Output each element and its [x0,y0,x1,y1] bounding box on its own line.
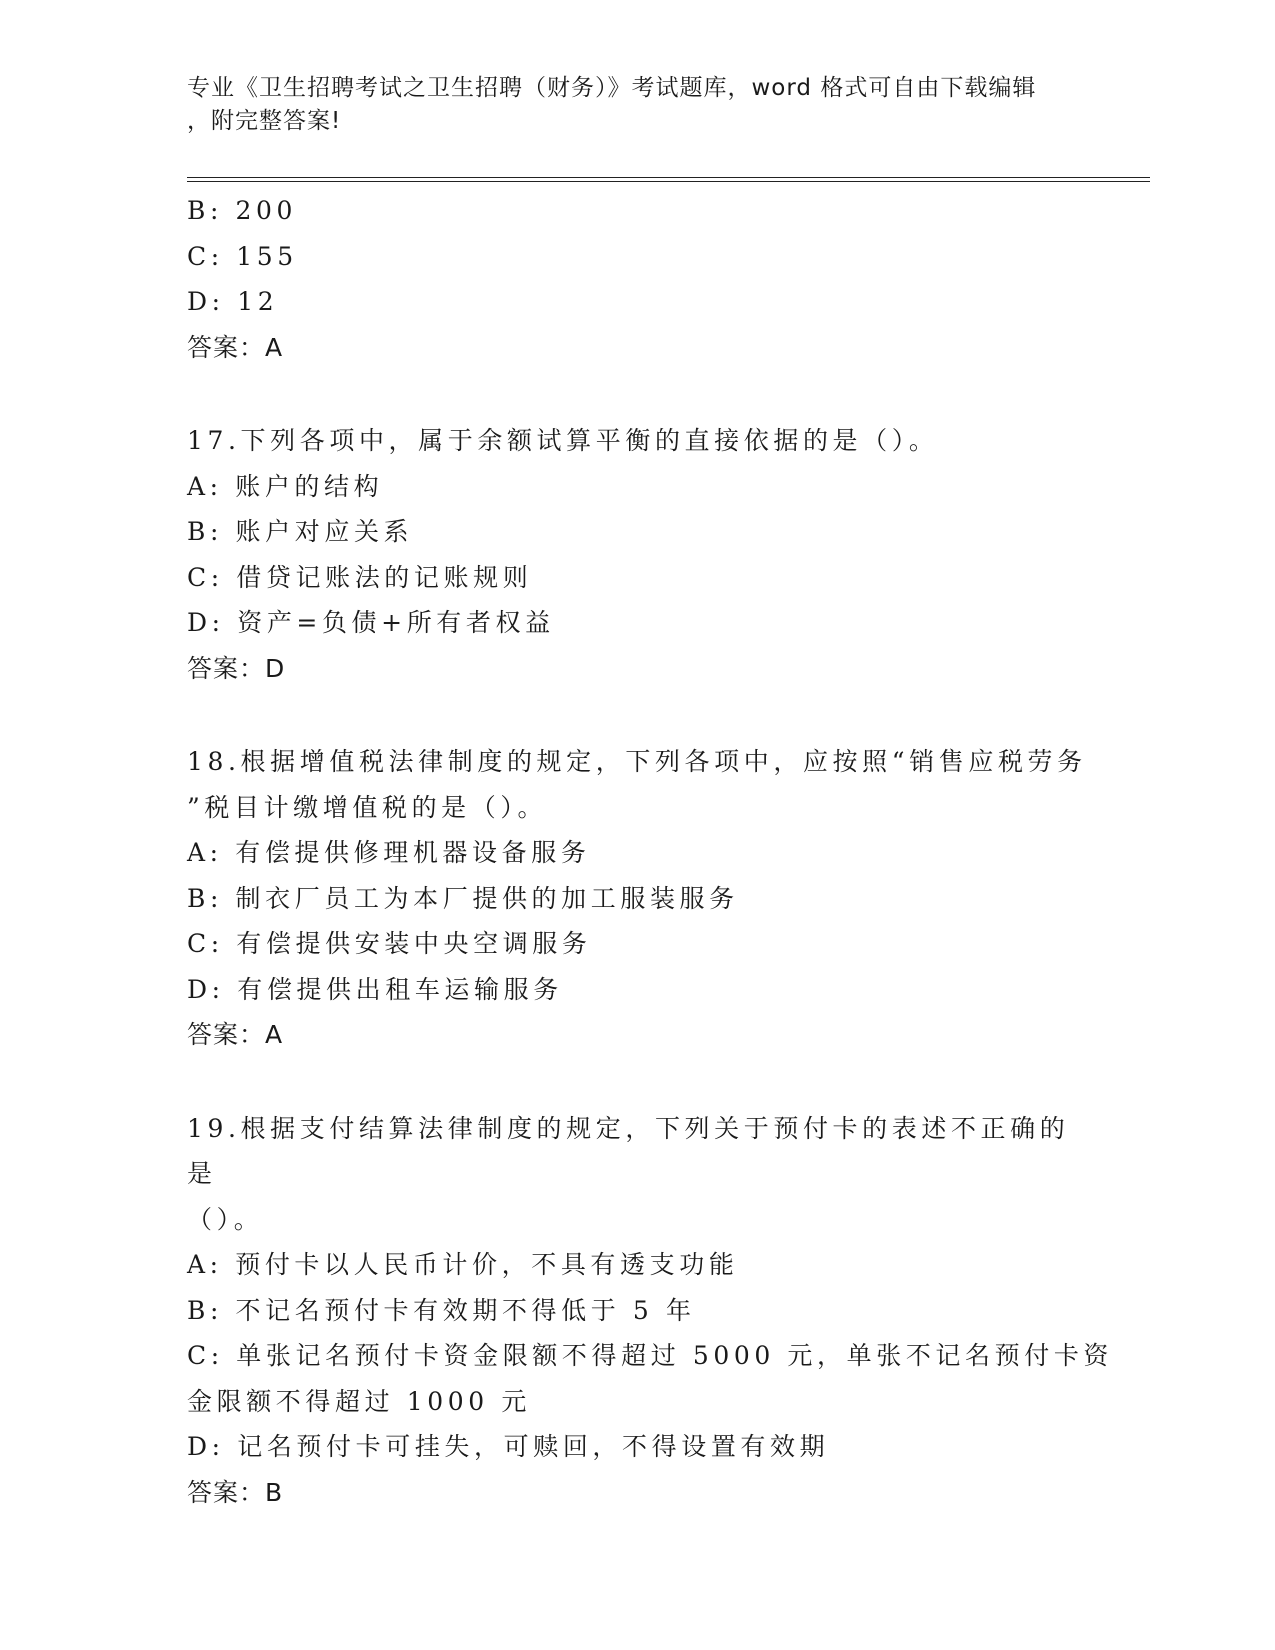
option-d: D: 记名预付卡可挂失，可赎回，不得设置有效期 [187,1432,830,1461]
question-list [187,188,1114,1515]
question-title: 17.下列各项中，属于余额试算平衡的直接依据的是（）。 [187,426,939,455]
option-a: A: 预付卡以人民币计价，不具有透支功能 [187,1250,739,1279]
option-b: B: 不记名预付卡有效期不得低于 5 年 [187,1295,696,1325]
question-title-line-1: 18.根据增值税法律制度的规定，下列各项中，应按照“销售应税劳务 [187,747,1087,776]
answer-line: 答案：A [187,332,284,362]
question-spacer [187,370,1087,418]
header-divider [187,177,1150,182]
option-b: B: 制衣厂员工为本厂提供的加工服装服务 [187,883,739,913]
option-c: C: 借贷记账法的记账规则 [187,562,533,592]
option-d: D: 有偿提供出租车运输服务 [187,974,563,1004]
option-b: B: 200 [187,196,298,225]
question-title-line-1: 19.根据支付结算法律制度的规定，下列关于预付卡的表述不正确的是 [187,1113,1070,1188]
option-d: D: 12 [187,287,279,316]
option-c: C: 有偿提供安装中央空调服务 [187,929,592,958]
option-c-line-1: C: 单张记名预付卡资金限额不得超过 5000 元，单张不记名预付卡资 [187,1341,1114,1370]
option-a: A: 账户的结构 [187,471,384,501]
question-title-line-2: （）。 [187,1204,264,1234]
header-line-2: ，附完整答案! [187,108,342,134]
option-d: D: 资产=负债+所有者权益 [187,608,555,637]
answer-line: 答案：B [187,1477,284,1507]
question-17 [187,418,1087,691]
question-spacer [187,1058,1087,1106]
answer-line: 答案：A [187,1020,284,1049]
question-title-line-2: ”税目计缴增值税的是（）。 [187,792,548,822]
question-spacer [187,691,1087,739]
option-c-line-2: 金限额不得超过 1000 元 [187,1386,531,1416]
option-b: B: 账户对应关系 [187,517,414,546]
option-a: A: 有偿提供修理机器设备服务 [187,838,591,867]
question-18 [187,739,1087,1058]
header-line-1: 专业《卫生招聘考试之卫生招聘（财务）》考试题库，word 格式可自由下载编辑 [187,75,1037,101]
question-16 [187,188,1087,370]
document-header [187,72,1087,138]
answer-line: 答案：D [187,653,286,683]
question-19 [187,1106,1114,1516]
option-c: C: 155 [187,241,298,271]
